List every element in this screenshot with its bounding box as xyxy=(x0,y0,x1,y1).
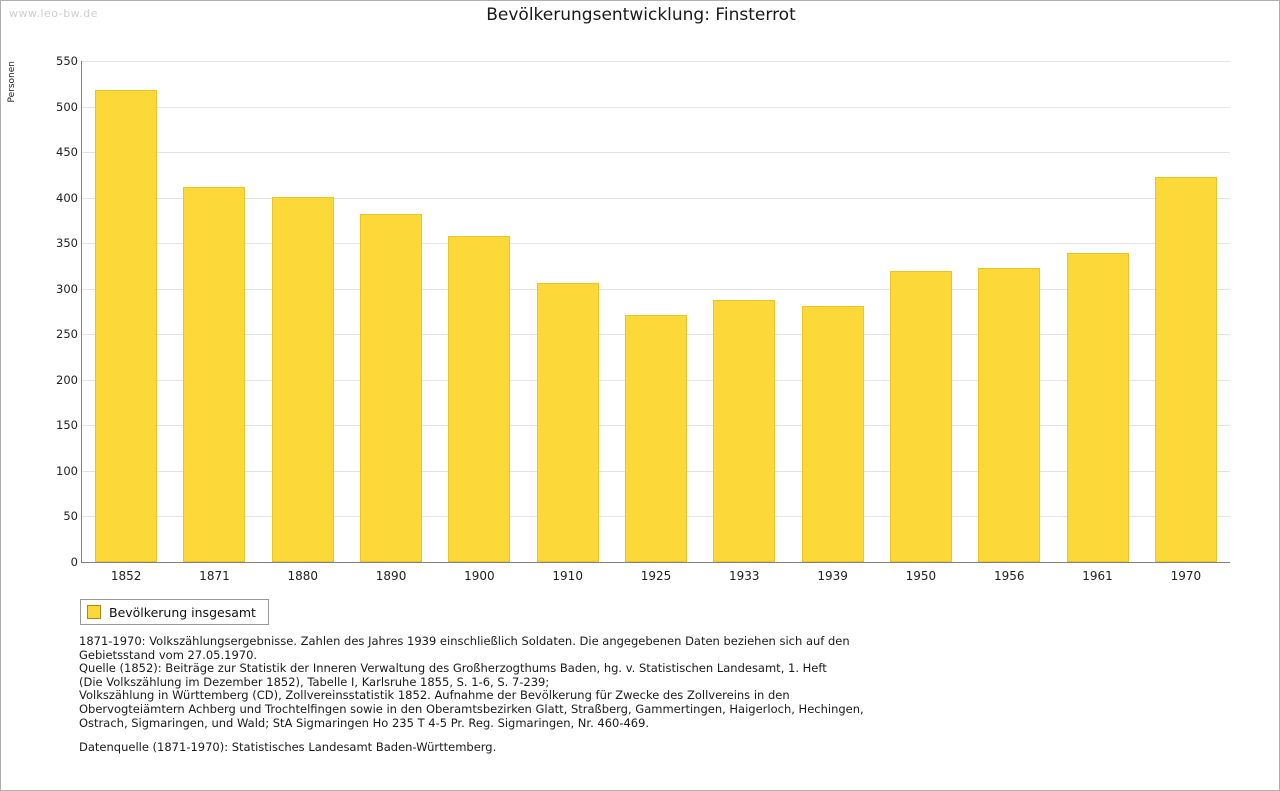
y-tick-label: 150 xyxy=(56,418,78,433)
y-tick-label: 200 xyxy=(56,372,78,387)
bar xyxy=(625,315,687,562)
y-tick-label: 450 xyxy=(56,145,78,160)
footnote-line: Obervogteiämtern Achberg und Trochtelfingen sowie in den Oberamtsbezirken Glatt, Straßberg, Gammertingen, Haigerloch, Hechingen, xyxy=(79,701,864,716)
bar xyxy=(360,214,422,562)
y-tick-label: 400 xyxy=(56,190,78,205)
bar-series xyxy=(82,61,1230,562)
x-tick-label: 1871 xyxy=(199,569,230,583)
y-tick-label: 550 xyxy=(56,54,78,68)
bar xyxy=(183,187,245,562)
legend-swatch-icon xyxy=(87,605,101,619)
bar xyxy=(448,236,510,562)
bar xyxy=(802,306,864,562)
bar xyxy=(713,300,775,562)
footnote-line: (Die Volkszählung im Dezember 1852), Tabelle I, Karlsruhe 1855, S. 1-6, S. 7-239; xyxy=(79,674,550,689)
y-tick-label: 250 xyxy=(56,327,78,342)
bar xyxy=(537,283,599,562)
bar xyxy=(95,90,157,562)
x-tick-label: 1925 xyxy=(640,569,672,583)
data-source-note: Datenquelle (1871-1970): Statistisches Landesamt Baden-Württemberg. xyxy=(79,740,497,754)
x-tick-label: 1900 xyxy=(464,569,495,583)
bar xyxy=(272,197,334,562)
plot-area xyxy=(56,54,1230,583)
footnote-line: 1871-1970: Volkszählungsergebnisse. Zahlen des Jahres 1939 einschließlich Soldaten. Die angegebenen Daten beziehen sich auf den xyxy=(79,634,850,648)
y-axis-label: Personen xyxy=(7,61,17,103)
x-tick-label: 1939 xyxy=(817,569,848,583)
x-tick-label: 1890 xyxy=(375,569,407,583)
y-tick-label: 50 xyxy=(63,509,78,524)
y-tick-label: 0 xyxy=(70,555,78,569)
x-tick-label: 1961 xyxy=(1082,569,1113,583)
watermark-text: www.leo-bw.de xyxy=(9,7,98,20)
x-tick-label: 1933 xyxy=(729,569,760,583)
bar xyxy=(1067,253,1129,562)
footnotes xyxy=(79,635,1179,730)
footnote-line: Ostrach, Sigmaringen, und Wald; StA Sigmaringen Ho 235 T 4-5 Pr. Reg. Sigmaringen, Nr. 460-469. xyxy=(79,715,650,730)
legend-label: Bevölkerung insgesamt xyxy=(109,604,256,620)
footnote-line: Quelle (1852): Beiträge zur Statistik der Inneren Verwaltung des Großherzogthums Baden, hg. v. Statistischen Landesamt, 1. Heft xyxy=(79,661,827,676)
x-tick-label: 1852 xyxy=(110,569,142,583)
bar xyxy=(978,268,1040,562)
chart-title: Bevölkerungsentwicklung: Finsterrot xyxy=(486,5,796,25)
y-tick-label: 350 xyxy=(56,236,78,251)
x-tick-label: 1970 xyxy=(1170,569,1202,583)
bar xyxy=(1155,177,1217,562)
y-tick-label: 100 xyxy=(56,463,78,478)
footnote-line: Volkszählung in Württemberg (CD), Zollvereinsstatistik 1852. Aufnahme der Bevölkerung für Zwecke des Zollvereins in den xyxy=(79,688,790,703)
chart-legend xyxy=(80,599,269,625)
y-tick-label: 300 xyxy=(56,281,78,296)
x-tick-label: 1910 xyxy=(552,569,583,583)
footnote-line: Gebietsstand vom 27.05.1970. xyxy=(79,647,258,662)
x-tick-label: 1950 xyxy=(905,569,937,583)
bar xyxy=(890,271,952,562)
x-tick-label: 1956 xyxy=(993,569,1025,583)
y-tick-label: 500 xyxy=(56,99,78,114)
x-tick-label: 1880 xyxy=(287,569,319,583)
